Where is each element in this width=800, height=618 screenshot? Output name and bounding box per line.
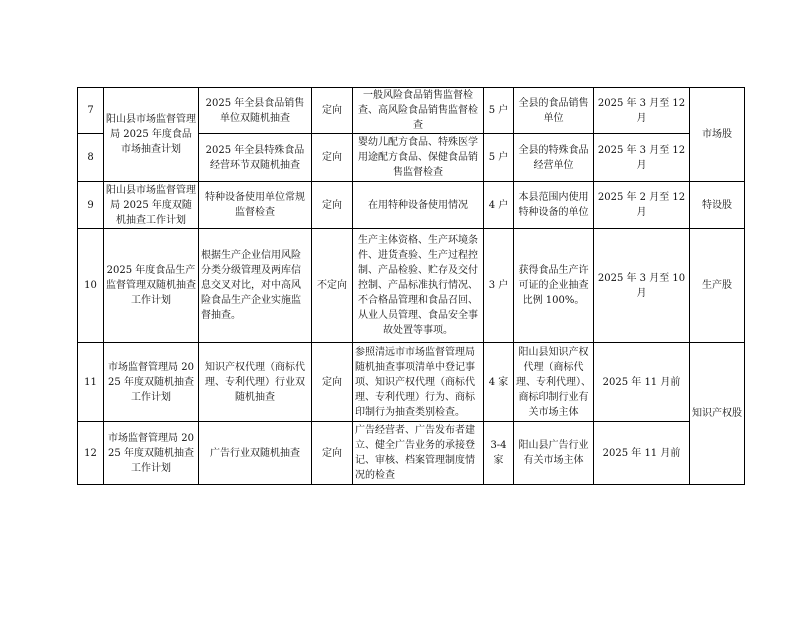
- inspection-type: 不定向: [312, 229, 353, 343]
- department: 知识产权股: [690, 343, 745, 485]
- quantity: 5 户: [484, 134, 514, 182]
- table-row: [78, 343, 745, 422]
- quantity: 3 户: [484, 229, 514, 343]
- inspection-type: 定向: [312, 343, 353, 422]
- task-name: 2025 年全县食品销售单位双随机抽查: [199, 88, 312, 134]
- time-range: 2025 年 3 月至 12 月: [594, 88, 690, 134]
- inspection-type: 定向: [312, 88, 353, 134]
- department: 生产股: [690, 229, 745, 343]
- inspection-content: 婴幼儿配方食品、特殊医学用途配方食品、保健食品销售监督检查: [353, 134, 484, 182]
- time-range: 2025 年 3 月至 10 月: [594, 229, 690, 343]
- quantity: 3-4 家: [484, 422, 514, 485]
- inspection-content: 广告经营者、广告发布者建立、健全广告业务的承接登记、审核、档案管理制度情况的检查: [353, 422, 484, 485]
- row-number: 12: [78, 422, 104, 485]
- plan-name: 2025 年度食品生产监督管理双随机抽查工作计划: [104, 229, 199, 343]
- quantity: 4 户: [484, 182, 514, 229]
- scope: 获得食品生产许可证的企业抽查比例 100%。: [514, 229, 594, 343]
- time-range: 2025 年 3 月至 12 月: [594, 134, 690, 182]
- inspection-content: 一般风险食品销售监督检查、高风险食品销售监督检查: [353, 88, 484, 134]
- inspection-content: 生产主体资格、生产环境条件、进货查验、生产过程控制、产品检验、贮存及交付控制、产品标准执行情况、不合格品管理和食品召回、从业人员管理、食品安全事故处置等事项。: [353, 229, 484, 343]
- time-range: 2025 年 2 月至 12 月: [594, 182, 690, 229]
- scope: 阳山县知识产权代理（商标代理、专利代理）、商标印制行业有关市场主体: [514, 343, 594, 422]
- inspection-type: 定向: [312, 422, 353, 485]
- quantity: 4 家: [484, 343, 514, 422]
- plan-name: 市场监督管理局 2025 年度双随机抽查工作计划: [104, 343, 199, 422]
- scope: 本县范围内使用特种设备的单位: [514, 182, 594, 229]
- row-number: 11: [78, 343, 104, 422]
- inspection-content: 在用特种设备使用情况: [353, 182, 484, 229]
- scope: 全县的食品销售单位: [514, 88, 594, 134]
- plan-name: 阳山县市场监督管理局 2025 年度食品市场抽查计划: [104, 88, 199, 182]
- inspection-type: 定向: [312, 182, 353, 229]
- plan-name: 市场监督管理局 2025 年度双随机抽查工作计划: [104, 422, 199, 485]
- time-range: 2025 年 11 月前: [594, 343, 690, 422]
- task-name: 2025 年全县特殊食品经营环节双随机抽查: [199, 134, 312, 182]
- department: 市场股: [690, 88, 745, 182]
- task-name: 知识产权代理（商标代理、专利代理）行业双随机抽查: [199, 343, 312, 422]
- time-range: 2025 年 11 月前: [594, 422, 690, 485]
- quantity: 5 户: [484, 88, 514, 134]
- row-number: 8: [78, 134, 104, 182]
- row-number: 9: [78, 182, 104, 229]
- plan-name: 阳山县市场监督管理局 2025 年度双随机抽查工作计划: [104, 182, 199, 229]
- inspection-content: 参照清远市市场监督管理局随机抽查事项清单中登记事项、知识产权代理（商标代理、专利代理）行为、商标印制行为抽查类别检查。: [353, 343, 484, 422]
- inspection-plan-table: [77, 87, 745, 485]
- table-row: [78, 229, 745, 343]
- scope: 全县的特殊食品经营单位: [514, 134, 594, 182]
- inspection-type: 定向: [312, 134, 353, 182]
- table-row: [78, 182, 745, 229]
- table-row: [78, 88, 745, 134]
- task-name: 根据生产企业信用风险分类分级管理及两库信息交叉对比，对中高风险食品生产企业实施监督抽查。: [199, 229, 312, 343]
- table-row: [78, 422, 745, 485]
- row-number: 10: [78, 229, 104, 343]
- department: 特设股: [690, 182, 745, 229]
- scope: 阳山县广告行业有关市场主体: [514, 422, 594, 485]
- row-number: 7: [78, 88, 104, 134]
- task-name: 广告行业双随机抽查: [199, 422, 312, 485]
- task-name: 特种设备使用单位常规监督检查: [199, 182, 312, 229]
